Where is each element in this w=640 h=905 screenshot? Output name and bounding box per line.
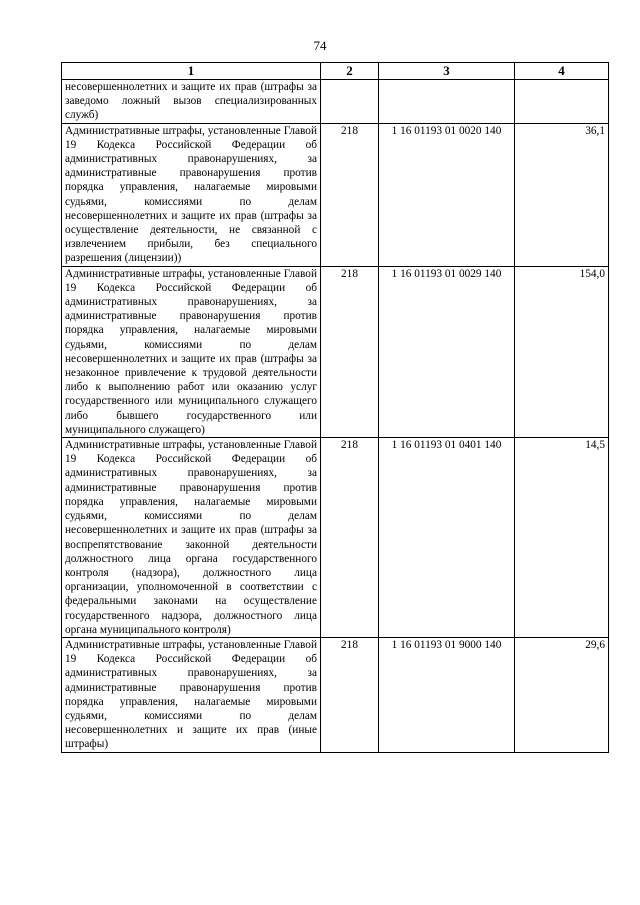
table-row	[62, 80, 609, 124]
row-amount: 14,5	[515, 438, 609, 638]
page-number: 74	[313, 38, 327, 53]
row-admin-code: 218	[321, 266, 379, 437]
row-description: Административные штрафы, установленные Главой 19 Кодекса Российской Федерации об административных правонарушениях, за административные правонарушения против порядка управления, налагаемые мировыми судьями, комиссиями по делам несовершеннолетних и защите их прав (штрафы за воспрепятствование законной деятельности должностного лица органа государственного контроля (надзора), должностного лица организации, уполномоченной в соответствии с федеральными законами на осуществление государственного надзора, должностного лица органа муниципального контроля)	[62, 438, 321, 638]
row-description: несовершеннолетних и защите их прав (штрафы за заведомо ложный вызов специализированных служб)	[62, 80, 321, 124]
row-description: Административные штрафы, установленные Главой 19 Кодекса Российской Федерации об административных правонарушениях, за административные правонарушения против порядка управления, налагаемые мировыми судьями, комиссиями по делам несовершеннолетних и защите их прав (иные штрафы)	[62, 637, 321, 752]
row-budget-code	[379, 80, 515, 124]
row-admin-code	[321, 80, 379, 124]
row-budget-code: 1 16 01193 01 0020 140	[379, 123, 515, 266]
row-admin-code: 218	[321, 123, 379, 266]
budget-revenue-table	[61, 62, 609, 753]
column-header-2: 2	[321, 63, 379, 80]
row-description: Административные штрафы, установленные Главой 19 Кодекса Российской Федерации об административных правонарушениях, за административные правонарушения против порядка управления, налагаемые мировыми судьями, комиссиями по делам несовершеннолетних и защите их прав (штрафы за осуществление деятельности, не связанной с извлечением прибыли, без специального разрешения (лицензии))	[62, 123, 321, 266]
row-description: Административные штрафы, установленные Главой 19 Кодекса Российской Федерации об административных правонарушениях, за административные правонарушения против порядка управления, налагаемые мировыми судьями, комиссиями по делам несовершеннолетних и защите их прав (штрафы за незаконное привлечение к трудовой деятельности либо к выполнению работ или оказанию услуг государственного или муниципального служащего либо бывшего государственного или муниципального служащего)	[62, 266, 321, 437]
column-header-3: 3	[379, 63, 515, 80]
row-amount	[515, 80, 609, 124]
column-header-4: 4	[515, 63, 609, 80]
table-row	[62, 123, 609, 266]
table-header-row	[62, 63, 609, 80]
row-admin-code: 218	[321, 438, 379, 638]
row-amount: 154,0	[515, 266, 609, 437]
row-budget-code: 1 16 01193 01 0401 140	[379, 438, 515, 638]
row-amount: 36,1	[515, 123, 609, 266]
row-budget-code: 1 16 01193 01 0029 140	[379, 266, 515, 437]
table-row	[62, 637, 609, 752]
row-budget-code: 1 16 01193 01 9000 140	[379, 637, 515, 752]
row-admin-code: 218	[321, 637, 379, 752]
row-amount: 29,6	[515, 637, 609, 752]
table-row	[62, 438, 609, 638]
column-header-1: 1	[62, 63, 321, 80]
table-row	[62, 266, 609, 437]
